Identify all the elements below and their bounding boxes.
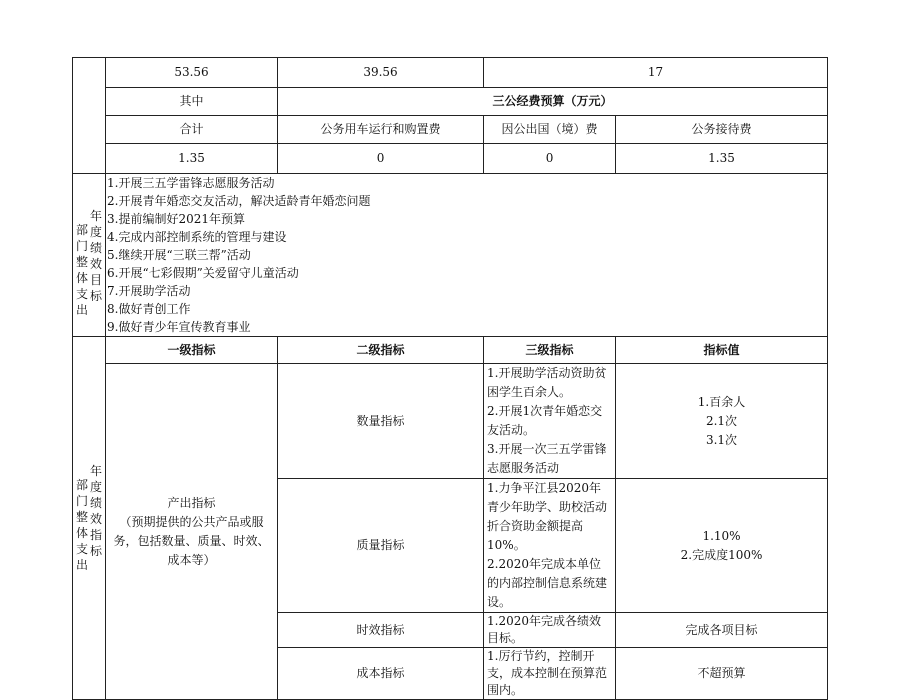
goal-label-c2-3: 效: [90, 257, 103, 271]
goal-label-c1-1: 门: [75, 239, 88, 253]
value-item: 2.1次: [705, 413, 738, 428]
ind-label-c2-4: 指: [90, 528, 103, 542]
level3-timeliness: 1.2020年完成各绩效目标。: [484, 613, 616, 648]
header-vehicle: 公务用车运行和购置费: [278, 116, 484, 144]
ind-label-c2-2: 绩: [90, 496, 103, 510]
level3-item: 3.开展一次三五学雷锋志愿服务活动: [487, 442, 607, 475]
header-reception: 公务接待费: [616, 116, 828, 144]
qizhong-label: 其中: [106, 88, 278, 116]
level3-quality: [484, 479, 616, 613]
value-item: 2.完成度100%: [680, 547, 763, 562]
level3-item: 2.2020年完成本单位的内部控制信息系统建设。: [487, 557, 608, 609]
goal-item: 1.开展三五学雷锋志愿服务活动: [107, 176, 275, 190]
goal-item: 9.做好青少年宣传教育事业: [107, 320, 251, 334]
goal-item: 7.开展助学活动: [107, 284, 191, 298]
level3-item: 2.开展1次青年婚恋交友活动。: [487, 404, 603, 437]
budget-value-3: 17: [484, 58, 828, 88]
goal-label-c1-4: 支: [75, 287, 88, 301]
goal-item: 5.继续开展“三联三帮”活动: [107, 248, 251, 262]
goal-item: 3.提前编制好2021年预算: [107, 212, 245, 226]
level1-title: 产出指标: [167, 495, 216, 510]
goal-label-c1-2: 整: [75, 255, 88, 269]
value-vehicle: 0: [278, 144, 484, 174]
header-abroad: 因公出国（境）费: [484, 116, 616, 144]
header-total: 合计: [106, 116, 278, 144]
value-reception: 1.35: [616, 144, 828, 174]
goal-item: 2.开展青年婚恋交友活动，解决适龄青年婚恋问题: [107, 194, 371, 208]
ind-label-c1-0: 部: [75, 478, 88, 492]
goal-label-c1-5: 出: [75, 303, 88, 317]
value-quality: [616, 479, 828, 613]
goal-label-c2-5: 标: [90, 289, 103, 303]
value-item: 1.10%: [702, 528, 741, 543]
ind-label-c2-1: 度: [90, 480, 103, 494]
goal-item: 4.完成内部控制系统的管理与建设: [107, 230, 287, 244]
level2-quantity: 数量指标: [278, 364, 484, 479]
level3-item: 1.开展助学活动资助贫困学生百余人。: [487, 366, 607, 399]
header-value: 指标值: [616, 337, 828, 364]
value-abroad: 0: [484, 144, 616, 174]
three-public-title: 三公经费预算（万元）: [278, 88, 828, 116]
budget-value-1: 53.56: [106, 58, 278, 88]
header-level2: 二级指标: [278, 337, 484, 364]
level3-cost: 1.厉行节约，控制开支，成本控制在预算范围内。: [484, 648, 616, 700]
goal-label-c2-2: 绩: [90, 241, 103, 255]
ind-label-c1-1: 门: [75, 494, 88, 508]
value-timeliness: 完成各项目标: [616, 613, 828, 648]
goals-list: [106, 174, 828, 337]
empty-label-cell: [73, 58, 106, 174]
level1-desc: （预期提供的公共产品或服务，包括数量、质量、时效、成本等）: [113, 514, 270, 567]
goal-item: 8.做好青创工作: [107, 302, 191, 316]
level1-cell: [106, 364, 278, 700]
level2-cost: 成本指标: [278, 648, 484, 700]
ind-label-c2-5: 标: [90, 544, 103, 558]
goal-item: 6.开展“七彩假期”关爱留守儿童活动: [107, 266, 299, 280]
level2-timeliness: 时效指标: [278, 613, 484, 648]
value-cost: 不超预算: [616, 648, 828, 700]
ind-label-c1-4: 支: [75, 542, 88, 556]
goal-label-c2-0: 年: [90, 209, 103, 223]
ind-label-c1-2: 整: [75, 510, 88, 524]
level3-item: 1.力争平江县2020年青少年助学、助校活动折合资助金额提高10%。: [487, 481, 608, 552]
level3-quantity: [484, 364, 616, 479]
value-total: 1.35: [106, 144, 278, 174]
level2-quality: 质量指标: [278, 479, 484, 613]
goal-label-c2-4: 目: [90, 273, 103, 287]
indicators-section-label: [73, 337, 106, 700]
goal-label-c2-1: 度: [90, 225, 103, 239]
value-quantity: [616, 364, 828, 479]
header-level3: 三级指标: [484, 337, 616, 364]
ind-label-c1-5: 出: [75, 558, 88, 572]
goal-label-c1-3: 体: [75, 271, 88, 285]
budget-table: [72, 57, 828, 700]
value-item: 1.百余人: [697, 394, 746, 409]
goals-section-label: [73, 174, 106, 337]
ind-label-c2-3: 效: [90, 512, 103, 526]
value-item: 3.1次: [705, 432, 738, 447]
budget-value-2: 39.56: [278, 58, 484, 88]
goal-label-c1-0: 部: [75, 223, 88, 237]
ind-label-c2-0: 年: [90, 464, 103, 478]
header-level1: 一级指标: [106, 337, 278, 364]
ind-label-c1-3: 体: [75, 526, 88, 540]
